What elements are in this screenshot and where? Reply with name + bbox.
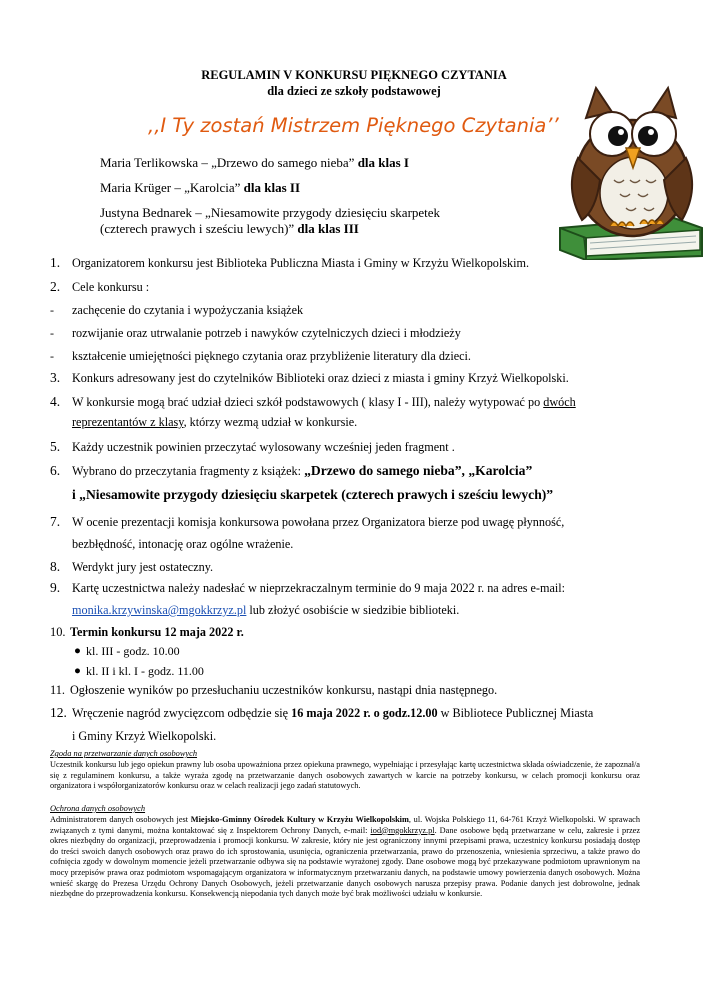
rule-4-line-2 — [72, 415, 357, 430]
document-title: REGULAMIN V KONKURSU PIĘKNEGO CZYTANIA — [201, 68, 507, 82]
rule-number-1: 1. — [50, 255, 61, 270]
book-line-3b — [100, 221, 359, 237]
rule-number-8: 8. — [50, 559, 61, 574]
rule-number-4: 4. — [50, 394, 61, 409]
privacy-text — [50, 815, 640, 900]
book-2-level: dla klas II — [243, 180, 301, 195]
goal-dash: - — [50, 349, 54, 363]
rule-number-3: 3. — [50, 370, 61, 385]
contest-motto: ,,I Ty zostań Mistrzem Pięknego Czytania’’ — [148, 114, 559, 137]
rule-11: Ogłoszenie wyników po przesłuchaniu uczestników konkursu, nastąpi dnia następnego. — [70, 683, 498, 697]
time-slot-1: kl. III - godz. 10.00 — [86, 644, 180, 658]
privacy-text-intro: Administratorem danych osobowych jest — [50, 815, 191, 824]
book-2-title: Maria Krüger – „Karolcia” — [100, 180, 244, 195]
rule-number-7: 7. — [50, 514, 61, 529]
rule-8: Werdykt jury jest ostateczny. — [72, 560, 214, 574]
bullet-icon: ● — [74, 645, 81, 657]
rule-7-line-1: W ocenie prezentacji komisja konkursowa powołana przez Organizatora bierze pod uwagę płynność, — [72, 515, 565, 529]
consent-text: Uczestnik konkursu lub jego opiekun prawny lub osoba upoważniona przez opiekuna prawnego, wypełniając i przesyłając kartę uczestnictwa składa oświadczenie, że zapoznał/a się z regulaminem konkursu, a także wyraża zgodę na przetwarzanie danych osobowych zawartych w karcie na potrzeby konkursu, w celach promocji konkursu oraz organizatora i współorganizatorów konkursu oraz w celach realizacji jego zadań statutowych. — [50, 760, 640, 791]
time-slot-2: kl. II i kl. I - godz. 11.00 — [86, 664, 204, 678]
rule-5: Każdy uczestnik powinien przeczytać wylosowany wcześniej jeden fragment . — [72, 440, 455, 454]
rule-12-text: Wręczenie nagród zwycięzcom odbędzie się — [72, 706, 292, 720]
rule-6-line-2: i „Niesamowite przygody dziesięciu skarpetek (czterech prawych i sześciu lewych)” — [72, 487, 554, 502]
rule-1: Organizatorem konkursu jest Biblioteka Publiczna Miasta i Gminy w Krzyżu Wielkopolskim. — [72, 256, 530, 270]
privacy-text-body: . Dane osobowe będą przetwarzane w celu, zakresie i przez okres niezbędny do organizacji, przeprowadzenia i promocji konkursu. W zakresie, który nie jest ograniczony innymi przepisami prawa, uczestnicy konkursu posiadają dostęp do treści swoich danych osobowych oraz prawo do ich sprostowania, usunięcia, ograniczenia przetwarzania, prawo do przenoszenia, wniesienia sprzeciwu, a także prawo do cofnięcia zgody w dowolnym momencie jeżeli przetwarzanie odbywa się na podstawie wyrażonej zgody. Dane osobowe mogą być przekazywane podmiotom uprawnionym na mocy przepisów prawa oraz podmiotom wspomagającym organizatora w informatycznym przetwarzaniu danych, na podstawie umowy powierzenia danych osobowych. Można wnieść skargę do Prezesa Urzędu Ochrony Danych Osobowych, jeżeli przetwarzanie danych osobowych narusza przepisy prawa. Podanie danych jest dobrowolne, jednak niezbędne do przeprowadzenia konkursu. Konsekwencją niepodania tych danych może być brak możliwości udziału w konkursie. — [50, 825, 641, 899]
book-1-title: Maria Terlikowska – „Drzewo do samego nieba” — [100, 155, 358, 170]
rule-4-underlined-count: dwóch — [543, 395, 576, 409]
contact-email-link[interactable]: monika.krzywinska@mgokkrzyz.pl — [72, 603, 247, 617]
rule-number-11: 11. — [50, 683, 66, 697]
bullet-icon: ● — [74, 665, 81, 677]
rule-4-line-1 — [72, 395, 576, 410]
book-line-1 — [100, 155, 409, 171]
rule-4-text-end: , którzy wezmą udział w konkursie. — [183, 415, 358, 429]
administrator-name: Miejsko-Gminny Ośrodek Kultury w Krzyżu Wielkopolskim — [190, 815, 409, 824]
rule-number-12: 12. — [50, 705, 67, 720]
rule-3: Konkurs adresowany jest do czytelników Biblioteki oraz dzieci z miasta i gminy Krzyż Wielkopolski. — [72, 371, 569, 385]
rule-9-line-2 — [72, 603, 459, 618]
rule-12-line-1 — [72, 706, 593, 721]
rule-4-underlined-reps: reprezentantów z klasy — [72, 415, 184, 429]
book-line-2 — [100, 180, 300, 196]
rule-10: Termin konkursu 12 maja 2022 r. — [70, 625, 244, 639]
award-date: 16 maja 2022 r. o godz.12.00 — [291, 706, 438, 720]
book-3-title: Justyna Bednarek – „Niesamowite przygody dziesięciu skarpetek — [100, 205, 441, 220]
document-subtitle: dla dzieci ze szkoły podstawowej — [267, 84, 441, 98]
consent-heading: Zgoda na przetwarzanie danych osobowych — [50, 749, 198, 758]
book-1-level: dla klas I — [357, 155, 409, 170]
privacy-text-contact: , ul. Wojska Polskiego 11, 64-761 Krzyż Wielkopolski. W sprawach związanych z tymi danymi, można kontaktować się z Inspektorem Ochrony Danych, e-mail: — [50, 815, 641, 835]
rule-6-books: „Drzewo do samego nieba”, „Karolcia” — [304, 463, 533, 478]
rule-9-line-1: Kartę uczestnictwa należy nadesłać w nieprzekraczalnym terminie do 9 maja 2022 r. na adres e-mail: — [72, 581, 566, 595]
rule-number-10: 10. — [50, 625, 66, 639]
rule-4-text: W konkursie mogą brać udział dzieci szkół podstawowych ( klasy I - III), należy wytypować po — [72, 395, 544, 409]
goal-dash: - — [50, 303, 54, 317]
rule-12-line-2: i Gminy Krzyż Wielkopolski. — [72, 729, 217, 743]
rule-12-place: w Bibliotece Publicznej Miasta — [437, 706, 594, 720]
rule-number-9: 9. — [50, 580, 61, 595]
rule-number-5: 5. — [50, 439, 61, 454]
rule-number-6: 6. — [50, 463, 61, 478]
goal-1: zachęcenie do czytania i wypożyczania książek — [72, 303, 304, 317]
rule-2: Cele konkursu : — [72, 280, 150, 294]
rule-9-text-end: lub złożyć osobiście w siedzibie biblioteki. — [246, 603, 460, 617]
rule-number-2: 2. — [50, 279, 61, 294]
book-3-level: dla klas III — [297, 221, 359, 236]
goal-dash: - — [50, 326, 54, 340]
owl-on-book-illustration — [556, 78, 704, 260]
book-3-title-cont: (czterech prawych i sześciu lewych)” — [100, 221, 298, 236]
goal-2: rozwijanie oraz utrwalanie potrzeb i nawyków czytelniczych dzieci i młodzieży — [72, 326, 461, 340]
privacy-heading: Ochrona danych osobowych — [50, 804, 146, 813]
goal-3: kształcenie umiejętności pięknego czytania oraz przybliżenie literatury dla dzieci. — [72, 349, 471, 363]
rule-6-line-1 — [72, 463, 532, 479]
rule-6-text: Wybrano do przeczytania fragmenty z książek: — [72, 464, 305, 478]
iod-email-link[interactable]: iod@mgokkrzyz.pl — [370, 825, 435, 835]
rule-7-line-2: bezbłędność, intonację oraz ogólne wrażenie. — [72, 537, 294, 551]
book-line-3 — [100, 205, 440, 221]
